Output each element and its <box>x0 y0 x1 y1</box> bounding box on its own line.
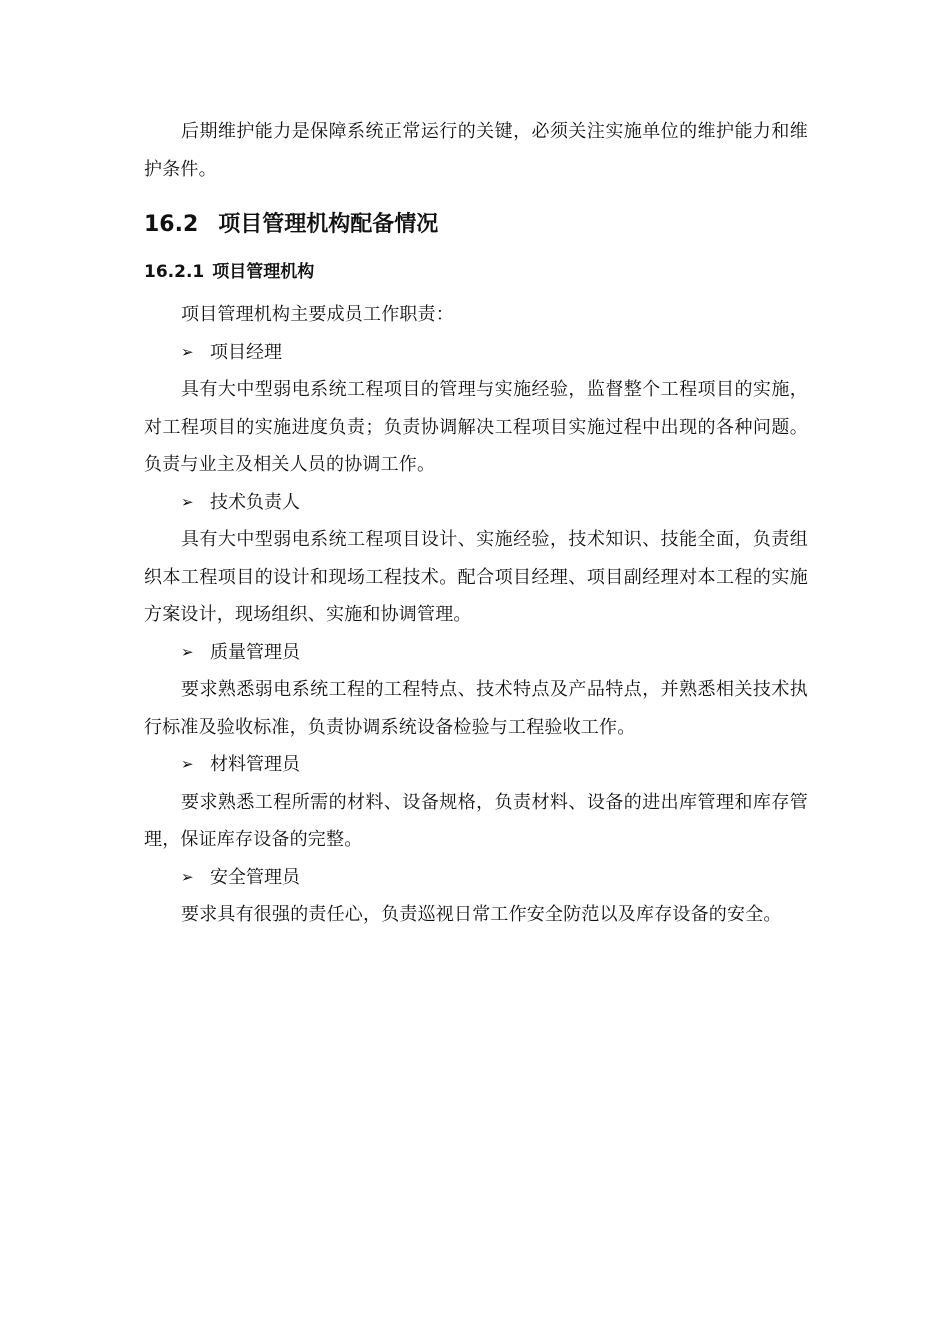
subsection-title: 项目管理机构 <box>212 262 315 282</box>
role-title: 材料管理员 <box>210 754 300 775</box>
role-heading-materials-manager <box>144 746 808 784</box>
role-description-safety-manager: 要求具有很强的责任心，负责巡视日常工作安全防范以及库存设备的安全。 <box>181 904 782 925</box>
role-title: 安全管理员 <box>210 866 300 888</box>
arrow-bullet-icon: ➢ <box>181 492 194 511</box>
role-title: 项目经理 <box>210 341 282 363</box>
role-heading-quality-manager <box>144 634 808 672</box>
role-description-project-manager: 具有大中型弱电系统工程项目的管理与实施经验，监督整个工程项目的实施，对工程项目的实施进度负责；负责协调解决工程项目实施过程中出现的各种问题。负责与业主及相关人员的协调工作。 <box>144 379 808 475</box>
role-heading-safety-manager <box>144 859 808 897</box>
document-body <box>144 113 808 934</box>
arrow-bullet-icon: ➢ <box>181 342 194 361</box>
role-title: 技术负责人 <box>210 491 300 513</box>
section-heading <box>144 210 808 240</box>
lead-paragraph: 项目管理机构主要成员工作职责： <box>181 304 454 325</box>
role-description-technical-lead: 具有大中型弱电系统工程项目设计、实施经验，技术知识、技能全面，负责组织本工程项目的设计和现场工程技术。配合项目经理、项目副经理对本工程的实施方案设计，现场组织、实施和协调管理。 <box>144 529 808 625</box>
intro-paragraph: 后期维护能力是保障系统正常运行的关键，必须关注实施单位的维护能力和维护条件。 <box>144 121 808 180</box>
role-heading-project-manager <box>144 334 808 372</box>
arrow-bullet-icon: ➢ <box>181 755 194 773</box>
role-description-materials-manager: 要求熟悉工程所需的材料、设备规格，负责材料、设备的进出库管理和库存管理，保证库存设备的完整。 <box>144 791 808 850</box>
role-description-quality-manager: 要求熟悉弱电系统工程的工程特点、技术特点及产品特点，并熟悉相关技术执行标准及验收标准，负责协调系统设备检验与工程验收工作。 <box>144 679 808 738</box>
section-number: 16.2 <box>144 212 199 237</box>
section-title: 项目管理机构配备情况 <box>218 212 439 237</box>
role-heading-technical-lead <box>144 484 808 522</box>
subsection-heading <box>144 260 808 284</box>
arrow-bullet-icon: ➢ <box>181 642 194 661</box>
role-title: 质量管理员 <box>210 641 300 663</box>
arrow-bullet-icon: ➢ <box>181 867 194 886</box>
subsection-number: 16.2.1 <box>144 262 205 282</box>
